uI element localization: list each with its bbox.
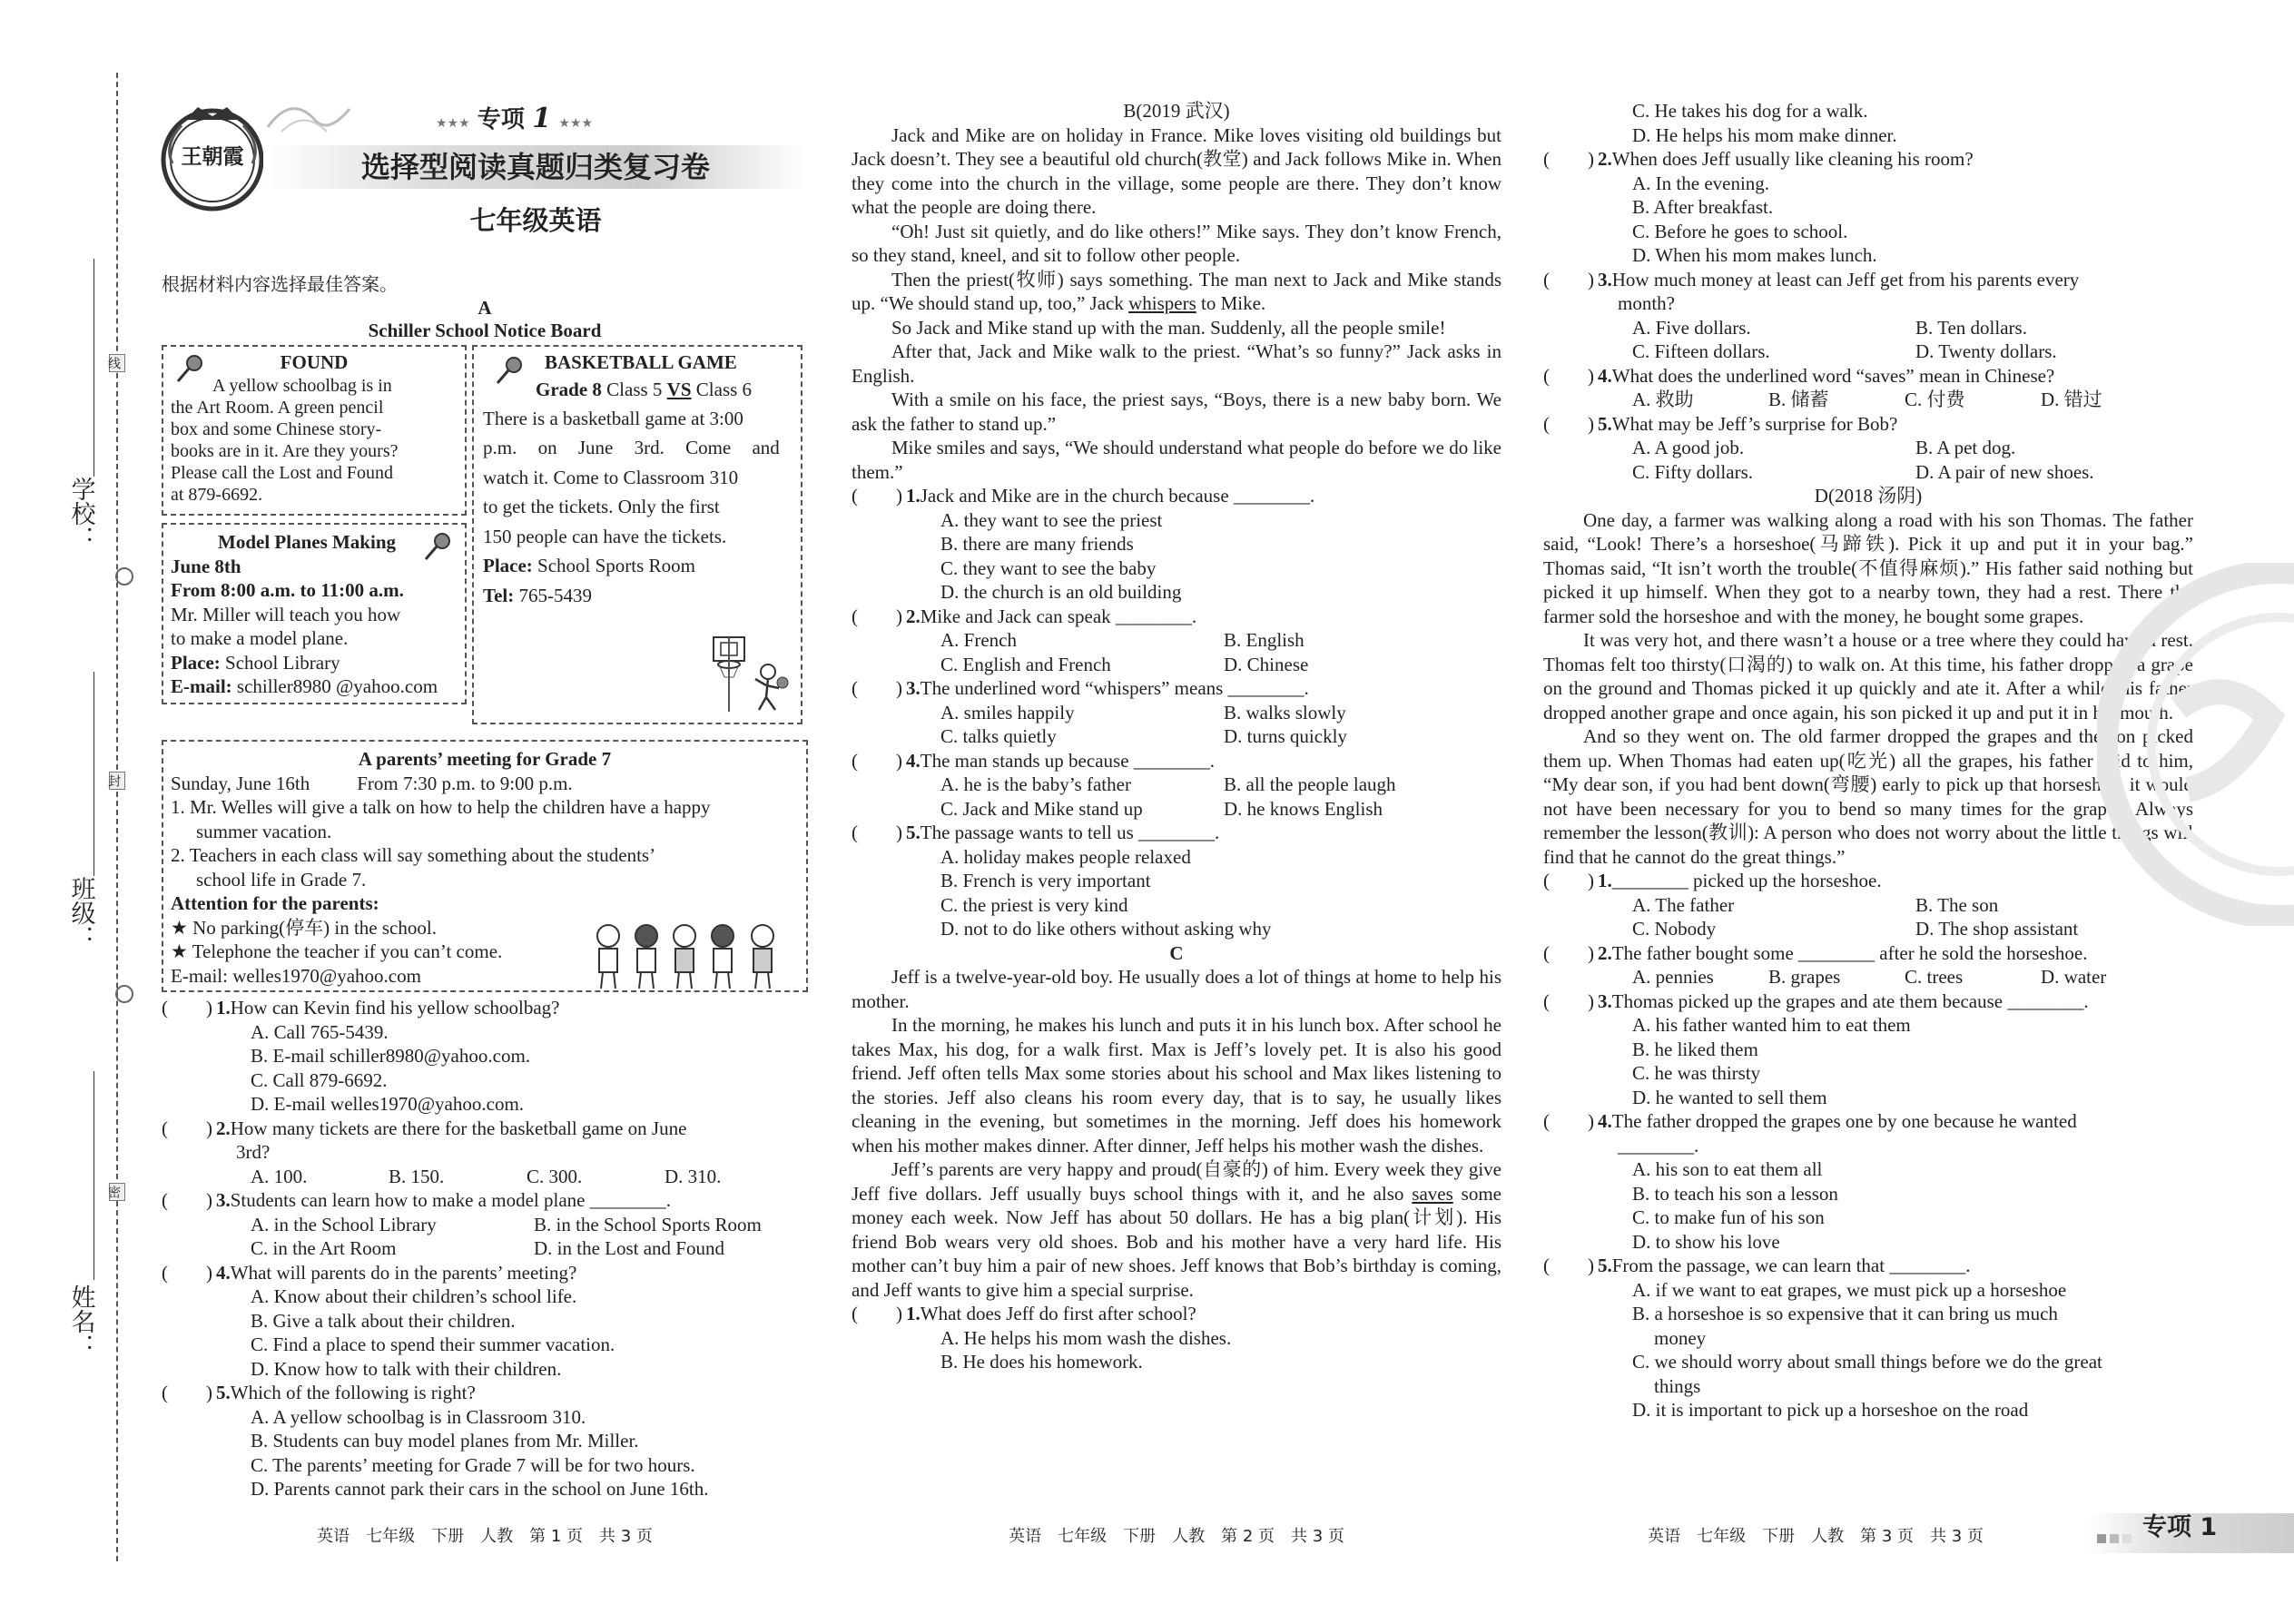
answer-bracket[interactable]: ( ) [852, 1303, 902, 1324]
basketball-line: There is a basketball game at 3:00 [483, 407, 743, 429]
pushpin-icon [422, 532, 453, 563]
answer-bracket[interactable]: ( ) [162, 1382, 212, 1403]
board-title: Schiller School Notice Board [368, 320, 602, 341]
paragraph-text: some money each week. Now Jeff has about 50 dollars. He has a big plan(计划). His friend Bob wears very old shoes. [852, 1182, 1501, 1253]
team-b: Class 6 [695, 378, 753, 400]
answer-bracket[interactable]: ( ) [852, 822, 902, 843]
watermark-seal [2097, 563, 2294, 926]
option[interactable]: A. his father wanted him to eat them [1632, 1014, 1911, 1036]
basketball-title: BASKETBALL GAME [545, 351, 737, 373]
question-text: The father bought some ________ after he sold the horseshoe. [1611, 941, 2088, 964]
email-value: schiller8980 @yahoo.com [236, 675, 438, 697]
model-title: Model Planes Making [218, 531, 397, 553]
option[interactable]: B. 储蓄 [1768, 389, 1829, 410]
option[interactable]: A. Five dollars. [1632, 316, 1751, 339]
option[interactable]: C. talks quietly [940, 725, 1057, 747]
option[interactable]: B. A pet dog. [1915, 437, 2016, 458]
option[interactable]: A. his son to eat them all [1632, 1158, 1823, 1180]
question-item [1543, 989, 2193, 1110]
option[interactable]: A. smiles happily [940, 701, 1075, 723]
paragraph-text: Bob and his mother have a very hard life. His mother can’t buy him a pair of new shoes. Jeff knows that Bob’s birthday is coming, and Jeff wants to give him a special surprise. [852, 1230, 1501, 1301]
option[interactable]: A. in the School Library [251, 1213, 437, 1235]
basketball-tel [483, 581, 792, 611]
found-line: Please call the Lost and Found [171, 462, 393, 483]
passage-paragraph: With a smile on his face, the priest says, “Boys, there is a new baby born. We ask the father to stand up.” [852, 389, 1501, 435]
question-number: 1. [1598, 870, 1612, 891]
option[interactable]: B. Ten dollars. [1915, 316, 2027, 339]
option[interactable]: D. not to do like others without asking why [940, 918, 1272, 940]
question-item [852, 484, 1501, 605]
answer-bracket[interactable]: ( ) [162, 1261, 212, 1284]
option[interactable]: B. The son [1915, 893, 1999, 916]
question-number: 5. [1598, 412, 1612, 435]
question-text: The father dropped the grapes one by one because he wanted [1611, 1110, 2077, 1132]
question-number: 3. [1598, 268, 1612, 290]
question-text: From the passage, we can learn that ________. [1611, 1255, 1971, 1276]
question-item [852, 605, 1501, 677]
option[interactable]: B. a horseshoe is so expensive that it can bring us much [1632, 1303, 2058, 1324]
underlined-word: whispers [1128, 292, 1196, 314]
question-item [162, 1381, 815, 1501]
question-number: 1. [216, 997, 231, 1019]
basketball-line: watch it. Come to Classroom 310 [483, 466, 739, 488]
binding-tab-mi: 密 [109, 1183, 125, 1201]
question-item [852, 749, 1501, 822]
option[interactable]: C. Find a place to spend their summer vacation. [251, 1334, 615, 1355]
question-item [852, 821, 1501, 941]
answer-bracket[interactable]: ( ) [1543, 1255, 1594, 1276]
question-number: 3. [906, 677, 921, 699]
model-time: From 8:00 a.m. to 11:00 a.m. [171, 579, 404, 601]
model-email [171, 674, 458, 699]
answer-bracket[interactable]: ( ) [1543, 989, 1594, 1012]
option[interactable]: C. English and French [940, 653, 1111, 675]
question-text: How many tickets are there for the basketball game on June [230, 1117, 687, 1139]
option[interactable]: A. he is the baby’s father [940, 773, 1131, 795]
question-number: 4. [906, 749, 921, 772]
answer-bracket[interactable]: ( ) [1543, 870, 1594, 891]
passage-paragraph: Jack and Mike are on holiday in France. Mike loves visiting old buildings but Jack doesn’t. They see a beautiful old church(教堂) and Jack follows Mike in. When they come into the church in the village, some people are there. They don’t know what the people are doing there. [852, 123, 1501, 218]
star-icon: ★★★ [558, 116, 593, 131]
place-label: Place: [483, 555, 533, 576]
option[interactable]: C. to make fun of his son [1632, 1206, 1825, 1228]
option[interactable]: C. the priest is very kind [940, 893, 1128, 916]
model-line: to make a model plane. [171, 627, 349, 649]
binding-hole [115, 567, 133, 586]
model-date: June 8th [171, 555, 241, 577]
answer-bracket[interactable]: ( ) [1543, 148, 1594, 170]
question-text: ________ picked up the horseshoe. [1611, 870, 1882, 891]
question-text: When does Jeff usually like cleaning his room? [1611, 148, 1974, 170]
underlined-word: saves [1412, 1182, 1453, 1205]
meeting-note: ★ Telephone the teacher if you can’t come. [171, 940, 503, 962]
answer-bracket[interactable]: ( ) [1543, 1110, 1594, 1132]
place-value: School Library [225, 651, 340, 674]
passage-paragraph: One day, a farmer was walking along a road with his son Thomas. The father said, “Look! There’s a horseshoe(马蹄铁). Pick it up and put it in your bag.” Thomas said, “It isn’t worth the trouble(不值得麻烦).” His father said nothing but picked it up himself. When they got to a nearby town, they had a rest. There the farmer sold the horseshoe and with the money, he bought some grapes. [1543, 508, 2193, 627]
basketball-line: p.m. on June 3rd. Come and [483, 437, 780, 458]
footer-page-1: 英语 七年级 下册 人教 第 1 页 共 3 页 [317, 1527, 653, 1546]
option[interactable]: B. he liked them [1632, 1038, 1758, 1060]
option[interactable]: D. 错过 [2041, 389, 2102, 410]
team-a: Class 5 [606, 378, 663, 400]
school-label: 学校： [66, 477, 95, 550]
option[interactable]: B. all the people laugh [1224, 773, 1396, 795]
star-icon: ★★★ [436, 116, 470, 131]
question-item [1543, 268, 2193, 364]
option[interactable]: C. we should worry about small things before we do the great [1632, 1351, 2102, 1373]
brand-logo [154, 100, 271, 216]
teams-prefix: Grade 8 [536, 378, 602, 400]
option[interactable]: D. he wanted to sell them [1632, 1086, 1827, 1108]
option[interactable]: B. Students can buy model planes from Mr. Miller. [251, 1430, 639, 1452]
children-illustration [590, 920, 799, 992]
class-blank [94, 672, 95, 876]
option[interactable]: B. 150. [389, 1165, 445, 1187]
meeting-item: 2. Teachers in each class will say something about the students’ [171, 844, 656, 866]
question-text: Thomas picked up the grapes and ate them because ________. [1611, 989, 2089, 1012]
question-text: Jack and Mike are in the church because ________. [920, 485, 1315, 507]
question-text: How much money at least can Jeff get from his parents every [1611, 268, 2080, 290]
basketball-teams [483, 375, 792, 404]
column-3 [1543, 99, 2193, 1422]
question-item [852, 676, 1501, 749]
option[interactable]: A. pennies [1632, 966, 1714, 988]
question-number: 1. [906, 1303, 921, 1324]
questions-a [162, 996, 815, 1501]
section-label-b: B(2019 武汉) [1123, 100, 1230, 122]
passage-paragraph: “Oh! Just sit quietly, and do like others!” Mike says. They don’t know French, so they stand, kneel, and sit to follow other people. [852, 220, 1501, 266]
place-label: Place: [171, 651, 221, 674]
logo-text: 王朝霞 [181, 145, 244, 169]
paragraph-text: Jeff’s parents are very happy and proud(自豪的) of him. Every week they give Jeff five dollars. Jeff usually buys school things with it, and he also [852, 1158, 1501, 1205]
option[interactable]: C. Call 879-6692. [251, 1068, 388, 1091]
option[interactable]: things [1654, 1374, 1701, 1397]
vs-label: VS [666, 378, 692, 400]
class-label: 班级： [66, 876, 95, 950]
name-blank [94, 1071, 95, 1280]
meeting-time: From 7:30 p.m. to 9:00 p.m. [357, 772, 573, 794]
option[interactable]: A. if we want to eat grapes, we must pick up a horseshoe [1632, 1278, 2067, 1301]
option[interactable]: D. A pair of new shoes. [1915, 460, 2094, 483]
question-number: 2. [1598, 148, 1612, 170]
meeting-note: ★ No parking(停车) in the school. [171, 916, 437, 939]
answer-bracket[interactable]: ( ) [1543, 412, 1594, 435]
option[interactable]: D. The shop assistant [1915, 918, 2079, 940]
question-number: 2. [1598, 941, 1612, 964]
binding-hole [115, 985, 133, 1003]
question-number: 3. [216, 1189, 231, 1211]
model-line: Mr. Miller will teach you how [171, 603, 401, 625]
option[interactable]: C. 300. [527, 1165, 583, 1187]
meeting-item: summer vacation. [196, 820, 332, 842]
option[interactable]: D. Parents cannot park their cars in the school on June 16th. [251, 1478, 709, 1500]
answer-bracket[interactable]: ( ) [852, 749, 902, 772]
page-title: 选择型阅读真题归类复习卷 [360, 150, 710, 184]
question-item [1543, 412, 2193, 485]
question-number: 2. [906, 605, 921, 627]
option[interactable]: A. A yellow schoolbag is in Classroom 310. [251, 1405, 586, 1428]
tel-value: 765-5439 [518, 584, 592, 606]
option[interactable]: D. turns quickly [1224, 725, 1347, 747]
option[interactable]: B. in the School Sports Room [534, 1213, 762, 1235]
question-text: The underlined word “whispers” means ________. [920, 677, 1309, 699]
option[interactable]: A. they want to see the priest [940, 508, 1163, 531]
option[interactable]: C. Before he goes to school. [1632, 220, 1848, 242]
option[interactable]: C. The parents’ meeting for Grade 7 will be for two hours. [251, 1453, 695, 1476]
option[interactable]: B. to teach his son a lesson [1632, 1182, 1838, 1205]
question-text: How can Kevin find his yellow schoolbag? [230, 997, 560, 1019]
option[interactable]: A. 100. [251, 1165, 308, 1187]
meeting-item: school life in Grade 7. [196, 868, 367, 891]
option[interactable]: D. E-mail welles1970@yahoo.com. [251, 1093, 525, 1115]
question-text: What does Jeff do first after school? [920, 1303, 1196, 1324]
option[interactable]: C. 付费 [1905, 389, 1965, 410]
section-label-a: A [478, 297, 492, 319]
option[interactable]: D. the church is an old building [940, 581, 1182, 603]
question-item [162, 996, 815, 1117]
found-notice [162, 345, 467, 516]
question-number: 5. [906, 822, 921, 843]
answer-bracket[interactable]: ( ) [162, 997, 212, 1019]
option[interactable]: B. Give a talk about their children. [251, 1309, 516, 1332]
passage-paragraph: Jeff is a twelve-year-old boy. He usually does a lot of things at home to help his mother. [852, 966, 1501, 1012]
option[interactable]: C. Jack and Mike stand up [940, 797, 1143, 820]
footer-series-badge: 专项 1 [2142, 1513, 2218, 1541]
passage-paragraph: In the morning, he makes his lunch and puts it in his lunch box. After school he takes Max, his dog, for a walk first. Max is Jeff’s lovely pet. It is also his good friend. Jeff often tells Max some stories about his school and Max likes listening to the stories. Jeff also cleans his room every day, that is to say, he usually likes cleaning in the evening, but sometimes in the morning. Jeff does his homework when his mother makes dinner. After dinner, Jeff helps his mother wash the dishes. [852, 1014, 1501, 1156]
basketball-place [483, 551, 792, 581]
meeting-day: Sunday, June 16th [171, 772, 310, 794]
question-number: 5. [1598, 1255, 1612, 1276]
question-number: 4. [1598, 1110, 1612, 1132]
answer-bracket[interactable]: ( ) [852, 605, 902, 627]
option[interactable]: B. After breakfast. [1632, 196, 1774, 218]
passage-paragraph [852, 1157, 1501, 1302]
question-number: 4. [1598, 364, 1612, 387]
option[interactable]: A. In the evening. [1632, 172, 1770, 194]
footer-page-2: 英语 七年级 下册 人教 第 2 页 共 3 页 [1009, 1527, 1344, 1546]
page-subtitle: 七年级英语 [469, 205, 602, 236]
option[interactable]: C. they want to see the baby [940, 556, 1157, 579]
series-title [436, 103, 593, 136]
question-item [162, 1261, 815, 1382]
ribbon-decoration [263, 91, 354, 145]
basketball-notice [472, 345, 802, 724]
question-number: 2. [216, 1117, 231, 1139]
answer-bracket[interactable]: ( ) [162, 1117, 212, 1139]
question-text: What will parents do in the parents’ meeting? [230, 1261, 577, 1284]
option[interactable]: D. Twenty dollars. [1915, 340, 2057, 362]
binding-tab-feng: 封 [109, 772, 125, 790]
column-2 [852, 99, 1501, 1374]
answer-bracket[interactable]: ( ) [852, 677, 902, 699]
option[interactable]: D. He helps his mom make dinner. [1632, 123, 1897, 146]
logo-ribbon [263, 91, 354, 145]
question-item [1543, 364, 2193, 412]
meeting-item: 1. Mr. Welles will give a talk on how to help the children have a happy [171, 796, 711, 818]
option[interactable]: A. The father [1632, 893, 1735, 916]
answer-bracket[interactable]: ( ) [162, 1189, 212, 1211]
attention-label: Attention for the parents: [171, 892, 379, 914]
option[interactable]: D. Know how to talk with their children. [251, 1357, 562, 1380]
question-text: Which of the following is right? [230, 1382, 476, 1403]
email-label: E-mail: [171, 675, 232, 697]
question-text: What does the underlined word “saves” mean in Chinese? [1611, 364, 2055, 387]
basketball-hoop-illustration [712, 635, 793, 714]
passage-paragraph: It was very hot, and there wasn’t a house or a tree where they could have a rest. Thomas felt too thirsty(口渴的) to walk on. At this time, his father dropped a grape on the ground and Thomas picked it up quickly and ate it. After a while, his father dropped another grape and once again, his son picked it up and put it in his mouth. [1543, 629, 2193, 723]
option[interactable]: B. French is very important [940, 870, 1151, 891]
passage-paragraph: After that, Jack and Mike walk to the priest. “What’s so funny?” Jack asks in English. [852, 340, 1501, 387]
footer-page-3: 英语 七年级 下册 人教 第 3 页 共 3 页 [1648, 1527, 1984, 1546]
option[interactable]: A. Call 765-5439. [251, 1020, 389, 1043]
series-number: 1 [532, 103, 552, 134]
option[interactable]: D. he knows English [1224, 797, 1383, 820]
option[interactable]: B. He does his homework. [940, 1351, 1143, 1373]
question-text: What may be Jeff’s surprise for Bob? [1611, 412, 1898, 435]
question-item [1543, 1254, 2193, 1422]
option[interactable]: B. E-mail schiller8980@yahoo.com. [251, 1045, 531, 1067]
option[interactable]: D. 310. [665, 1165, 722, 1187]
option[interactable]: C. trees [1905, 966, 1964, 988]
series-label: 专项 [477, 106, 525, 133]
answer-bracket[interactable]: ( ) [1543, 364, 1594, 387]
section-label-d: D(2018 汤阴) [1814, 485, 1923, 507]
found-line: books are in it. Are they yours? [171, 440, 399, 461]
passage-paragraph [852, 268, 1501, 316]
question-text: ________. [1618, 1134, 1699, 1156]
question-number: 3. [1598, 989, 1612, 1012]
section-label-c: C [1169, 941, 1184, 964]
option[interactable]: A. He helps his mom wash the dishes. [940, 1326, 1232, 1349]
option[interactable]: D. water [2041, 966, 2107, 988]
question-number: 4. [216, 1261, 231, 1284]
meeting-notice [162, 740, 808, 992]
option[interactable]: D. to show his love [1632, 1230, 1780, 1253]
option[interactable]: C. Fifteen dollars. [1632, 340, 1770, 362]
option[interactable]: C. Nobody [1632, 918, 1717, 940]
answer-bracket[interactable]: ( ) [852, 485, 902, 507]
answer-bracket[interactable]: ( ) [1543, 941, 1594, 964]
binding-tab-xian: 线 [109, 354, 125, 372]
paragraph-text: Then the priest(牧师) says something. The man next to Jack and Mike stands up. “We should stand up, too,” Jack [852, 268, 1501, 314]
pushpin-icon [494, 356, 525, 387]
option[interactable]: B. there are many friends [940, 533, 1134, 555]
basketball-line: 150 people can have the tickets. [483, 525, 727, 547]
option[interactable]: D. Chinese [1224, 653, 1309, 675]
passage-paragraph: So Jack and Mike stand up with the man. Suddenly, all the people smile! [891, 316, 1446, 339]
option[interactable]: A. holiday makes people relaxed [940, 845, 1191, 868]
option[interactable]: D. When his mom makes lunch. [1632, 244, 1877, 266]
question-text: 3rd? [236, 1141, 271, 1163]
meeting-email: E-mail: welles1970@yahoo.com [171, 964, 421, 987]
question-text: Students can learn how to make a model plane ________. [230, 1189, 671, 1211]
answer-bracket[interactable]: ( ) [1543, 268, 1594, 290]
found-line: box and some Chinese story- [171, 418, 382, 439]
footer-squares [2097, 1525, 2132, 1550]
option[interactable]: A. Know about their children’s school life. [251, 1285, 577, 1307]
found-line: at 879-6692. [171, 484, 263, 505]
option[interactable]: money [1654, 1326, 1707, 1349]
found-title: FOUND [280, 351, 349, 373]
model-planes-notice [162, 523, 467, 704]
question-item [162, 1188, 815, 1261]
question-text: month? [1618, 292, 1675, 314]
found-line: the Art Room. A green pencil [171, 397, 384, 418]
question-text: The passage wants to tell us ________. [920, 822, 1220, 843]
meeting-schedule [171, 772, 799, 796]
paragraph-text: to Mike. [1196, 292, 1266, 314]
binding-line [116, 73, 118, 1561]
question-item [1543, 147, 2193, 268]
option[interactable]: C. Fifty dollars. [1632, 460, 1754, 483]
question-item [1543, 869, 2193, 941]
question-text: Mike and Jack can speak ________. [920, 605, 1197, 627]
option[interactable]: A. A good job. [1632, 437, 1745, 458]
passage-paragraph: Mike smiles and says, “We should understand what people do before we do like them.” [852, 437, 1501, 483]
question-text: The man stands up because ________. [920, 749, 1216, 772]
question-item [1543, 941, 2193, 989]
question-number: 1. [906, 485, 921, 507]
found-line: A yellow schoolbag is in [212, 375, 392, 396]
instruction: 根据材料内容选择最佳答案。 [162, 273, 398, 295]
pushpin-icon [174, 354, 205, 385]
question-item [162, 1117, 815, 1189]
question-number: 5. [216, 1382, 231, 1403]
option[interactable]: C. in the Art Room [251, 1237, 397, 1259]
option[interactable]: D. in the Lost and Found [534, 1237, 724, 1259]
model-place [171, 651, 458, 675]
option[interactable]: C. He takes his dog for a walk. [1632, 100, 1868, 122]
question-item [852, 1302, 1501, 1374]
passage-paragraph: And so they went on. The old farmer dropped the grapes and the son picked them up. When Thomas had eaten up(吃光) all the grapes, his father said to him, “My dear son, if you had bent down(弯腰) early to pick up that horseshoe, it would not have been necessary for you to bend so many times for the grapes. Always remember the lesson(教训): A person who does not worry about the little things will find that he cannot do the great things.” [1543, 725, 2193, 868]
meeting-title: A parents’ meeting for Grade 7 [358, 748, 612, 770]
name-label: 姓名： [66, 1284, 95, 1358]
school-blank [94, 259, 95, 477]
option[interactable]: B. English [1224, 629, 1305, 651]
place-value: School Sports Room [537, 555, 695, 576]
option[interactable]: C. he was thirsty [1632, 1062, 1761, 1084]
option[interactable]: B. grapes [1768, 966, 1841, 988]
option[interactable]: D. it is important to pick up a horseshoe on the road [1632, 1399, 2029, 1421]
option[interactable]: A. French [940, 629, 1017, 651]
basketball-line: to get the tickets. Only the first [483, 496, 720, 517]
tel-label: Tel: [483, 584, 515, 606]
question-item [1543, 1109, 2193, 1254]
option[interactable]: B. walks slowly [1224, 701, 1346, 723]
option[interactable]: A. 救助 [1632, 389, 1694, 410]
